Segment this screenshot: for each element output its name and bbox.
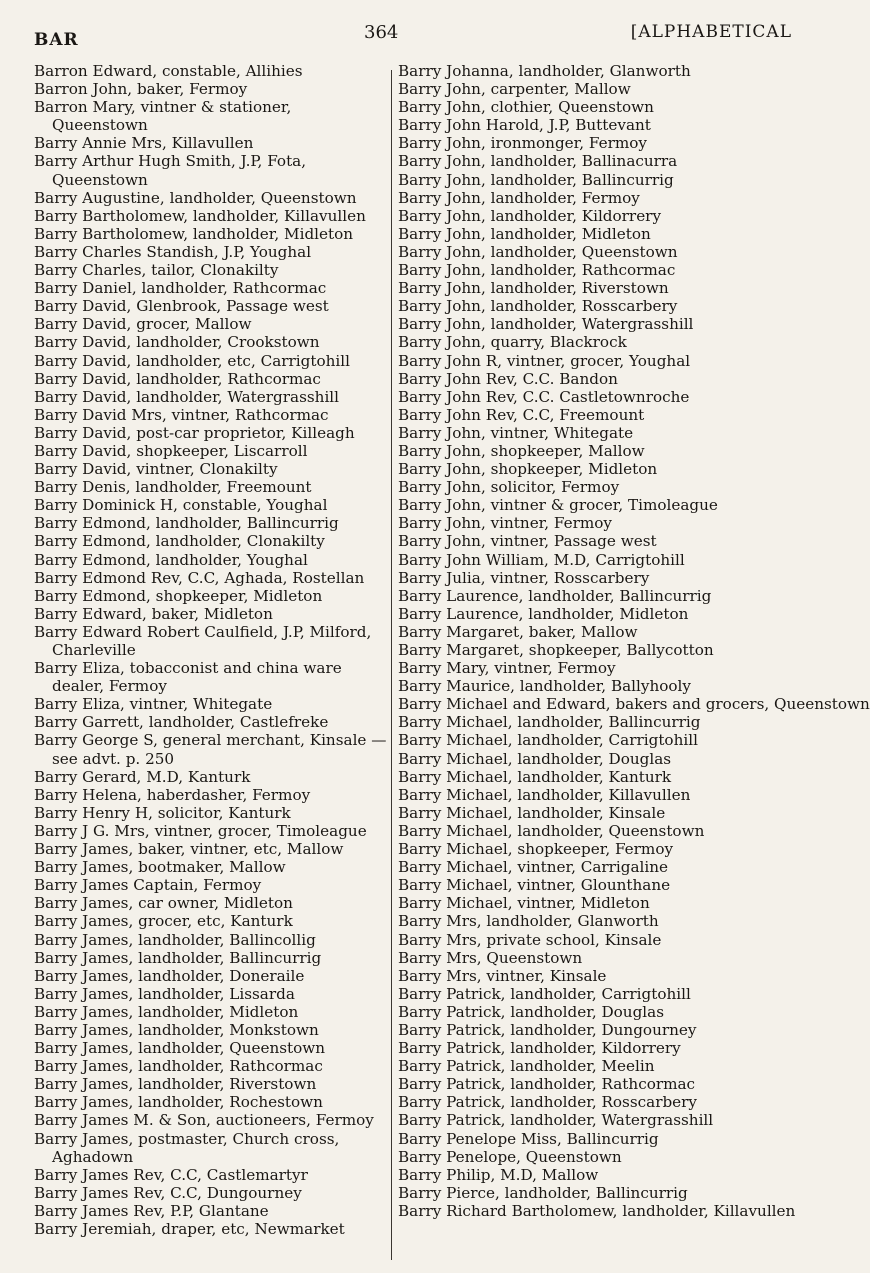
directory-entry: Barry Michael, landholder, Kinsale — [398, 803, 666, 822]
directory-entry: Barry John, shopkeeper, Mallow — [398, 441, 645, 460]
directory-entry: Barry James, postmaster, Church cross, Aghadown — [34, 1129, 340, 1166]
directory-entry: Barry John, clothier, Queenstown — [398, 98, 654, 117]
directory-entry: Barry Michael, landholder, Ballincurrig — [398, 713, 701, 732]
directory-entry: Barry John, quarry, Blackrock — [398, 333, 627, 352]
directory-entry: Barry Edmond, landholder, Ballincurrig — [34, 514, 339, 533]
directory-entry: Barry James, landholder, Riverstown — [34, 1075, 317, 1094]
directory-entry: Barry Bartholomew, landholder, Killavullen — [34, 206, 366, 225]
directory-entry: Barry Michael, landholder, Queenstown — [398, 821, 705, 840]
directory-entry: Barry James M. & Son, auctioneers, Fermoy — [34, 1111, 374, 1130]
directory-entry: Barry Charles, tailor, Clonakilty — [34, 261, 279, 280]
directory-entry: Barry James, car owner, Midleton — [34, 894, 293, 913]
directory-entry: Barry Johanna, landholder, Glanworth — [398, 62, 691, 80]
directory-entry: Barry John, vintner, Passage west — [398, 532, 657, 551]
directory-entry: Barry Patrick, landholder, Douglas — [398, 1002, 665, 1021]
directory-entry: Barry Michael, landholder, Kanturk — [398, 767, 672, 786]
directory-entry: Barry James, landholder, Lissarda — [34, 984, 295, 1003]
directory-entry: Barry Patrick, landholder, Rathcormac — [398, 1075, 696, 1094]
directory-entry: Barry James, landholder, Doneraile — [34, 966, 305, 985]
directory-entry: Barry David, landholder, Rathcormac — [34, 369, 321, 388]
directory-entry: Barry Michael, vintner, Glounthane — [398, 876, 671, 895]
directory-entry: Barry Patrick, landholder, Meelin — [398, 1057, 655, 1076]
directory-entry: Barry David, post-car proprietor, Killeagh — [34, 423, 355, 442]
directory-entry: Barry John R, vintner, grocer, Youghal — [398, 351, 691, 370]
directory-entry: Barry Dominick H, constable, Youghal — [34, 496, 328, 515]
directory-entry: Barry Michael, landholder, Killavullen — [398, 785, 691, 804]
directory-entry: Barry John Rev, C.C. Castletownroche — [398, 387, 690, 406]
right-column — [398, 62, 870, 1220]
directory-entry: Barry George S, general merchant, Kinsale —see advt. p. 250 — [34, 731, 387, 768]
directory-entry: Barry Patrick, landholder, Kildorrery — [398, 1039, 681, 1058]
directory-entry: Barry Laurence, landholder, Midleton — [398, 604, 689, 623]
directory-entry: Barry James Rev, P.P, Glantane — [34, 1201, 269, 1220]
directory-entry: Barry John, carpenter, Mallow — [398, 80, 631, 99]
directory-entry: Barry Eliza, vintner, Whitegate — [34, 695, 273, 714]
directory-entry: Barry David, shopkeeper, Liscarroll — [34, 441, 308, 460]
directory-entry: Barry Michael and Edward, bakers and grocers, Queenstown — [398, 695, 870, 714]
directory-entry: Barry John, landholder, Midleton — [398, 224, 651, 243]
directory-entry: Barry John, vintner & grocer, Timoleague — [398, 496, 718, 515]
directory-entry: Barry Edmond, shopkeeper, Midleton — [34, 586, 323, 605]
directory-entry: Barry James Captain, Fermoy — [34, 876, 262, 895]
directory-entry: Barry Edward, baker, Midleton — [34, 604, 273, 623]
directory-entry: Barry John, landholder, Rosscarbery — [398, 297, 678, 316]
header-category-label: [ALPHABETICAL — [630, 22, 792, 42]
directory-entry: Barry Maurice, landholder, Ballyhooly — [398, 677, 691, 696]
directory-entry: Barry John Rev, C.C. Bandon — [398, 369, 618, 388]
directory-entry: Barry Michael, landholder, Douglas — [398, 749, 672, 768]
directory-entry: Barry Michael, vintner, Carrigaline — [398, 858, 669, 877]
directory-entry: Barry James, landholder, Monkstown — [34, 1020, 319, 1039]
directory-entry: Barry Michael, shopkeeper, Fermoy — [398, 840, 674, 859]
directory-entry: Barry James, bootmaker, Mallow — [34, 858, 286, 877]
directory-entry: Barry John, ironmonger, Fermoy — [398, 134, 647, 153]
left-column — [34, 62, 390, 1238]
directory-entry: Barry Edmond Rev, C.C, Aghada, Rostellan — [34, 568, 365, 587]
directory-entry: Barry John, landholder, Fermoy — [398, 188, 640, 207]
directory-entry: Barry Garrett, landholder, Castlefreke — [34, 713, 329, 732]
directory-entry: Barry James, grocer, etc, Kanturk — [34, 912, 293, 931]
directory-entry: Barry Arthur Hugh Smith, J.P, Fota, Queenstown — [34, 152, 307, 189]
directory-entry: Barry Mrs, Queenstown — [398, 948, 583, 967]
directory-entry: Barry David, landholder, etc, Carrigtohill — [34, 351, 350, 370]
directory-entry: Barry Mrs, vintner, Kinsale — [398, 966, 607, 985]
directory-entry: Barry Patrick, landholder, Rosscarbery — [398, 1093, 698, 1112]
directory-entry: Barry Gerard, M.D, Kanturk — [34, 767, 251, 786]
directory-entry: Barry Jeremiah, draper, etc, Newmarket — [34, 1220, 345, 1238]
directory-entry: Barry Edward Robert Caulfield, J.P, Milford, Charleville — [34, 622, 372, 659]
directory-entry: Barry Philip, M.D, Mallow — [398, 1165, 599, 1184]
directory-entry: Barry Annie Mrs, Killavullen — [34, 134, 254, 153]
header-section-label: BAR — [34, 30, 79, 50]
directory-entry: Barry Margaret, shopkeeper, Ballycotton — [398, 641, 714, 659]
page-number: 364 — [364, 22, 399, 43]
directory-entry: Barry Pierce, landholder, Ballincurrig — [398, 1183, 688, 1202]
directory-entry: Barry John, vintner, Fermoy — [398, 514, 613, 533]
directory-entry: Barry John, landholder, Rathcormac — [398, 261, 676, 280]
directory-entry: Barry John, landholder, Riverstown — [398, 279, 669, 298]
directory-entry: Barry Mrs, private school, Kinsale — [398, 930, 662, 949]
directory-entry: Barry Patrick, landholder, Carrigtohill — [398, 984, 691, 1003]
directory-entry: Barry Mrs, landholder, Glanworth — [398, 912, 659, 931]
directory-entry: Barry John, shopkeeper, Midleton — [398, 460, 658, 479]
directory-entry: Barry David, grocer, Mallow — [34, 315, 252, 334]
directory-entry: Barry John Rev, C.C, Freemount — [398, 405, 645, 424]
directory-entry: Barry Penelope Miss, Ballincurrig — [398, 1129, 659, 1148]
directory-entry: Barry James Rev, C.C, Dungourney — [34, 1183, 302, 1202]
directory-entry: Barry Richard Bartholomew, landholder, Killavullen — [398, 1201, 796, 1220]
directory-entry: Barron John, baker, Fermoy — [34, 80, 248, 99]
directory-entry: Barry James, landholder, Queenstown — [34, 1039, 326, 1058]
directory-entry: Barry David, landholder, Crookstown — [34, 333, 320, 352]
directory-entry: Barry James, landholder, Rathcormac — [34, 1057, 323, 1076]
directory-entry: Barry Bartholomew, landholder, Midleton — [34, 224, 354, 243]
directory-entry: Barry Michael, vintner, Midleton — [398, 894, 650, 913]
directory-entry: Barry Edmond, landholder, Youghal — [34, 550, 308, 569]
column-divider — [391, 70, 392, 1260]
directory-entry: Barry Daniel, landholder, Rathcormac — [34, 279, 327, 298]
directory-entry: Barry J G. Mrs, vintner, grocer, Timoleague — [34, 821, 367, 840]
directory-entry: Barry James, landholder, Rochestown — [34, 1093, 323, 1112]
directory-entry: Barry John, landholder, Ballincurrig — [398, 170, 674, 189]
directory-entry: Barry James, landholder, Ballincurrig — [34, 948, 322, 967]
directory-entry: Barry John, landholder, Ballinacurra — [398, 152, 678, 171]
directory-entry: Barry David Mrs, vintner, Rathcormac — [34, 405, 329, 424]
directory-entry: Barry James, landholder, Ballincollig — [34, 930, 316, 949]
directory-entry: Barry Penelope, Queenstown — [398, 1147, 622, 1166]
directory-entry: Barry Laurence, landholder, Ballincurrig — [398, 586, 712, 605]
directory-entry: Barry Henry H, solicitor, Kanturk — [34, 803, 291, 822]
directory-entry: Barry John, landholder, Watergrasshill — [398, 315, 694, 334]
directory-entry: Barry John, landholder, Kildorrery — [398, 206, 662, 225]
directory-entry: Barry Patrick, landholder, Watergrasshill — [398, 1111, 714, 1130]
directory-entry: Barry David, vintner, Clonakilty — [34, 460, 278, 479]
directory-entry: Barry Margaret, baker, Mallow — [398, 622, 638, 641]
directory-entry: Barry John Harold, J.P, Buttevant — [398, 116, 651, 135]
directory-entry: Barry Augustine, landholder, Queenstown — [34, 188, 357, 207]
directory-entry: Barry James, landholder, Midleton — [34, 1002, 299, 1021]
directory-entry: Barry Charles Standish, J.P, Youghal — [34, 242, 312, 261]
directory-entry: Barron Mary, vintner & stationer, Queenstown — [34, 98, 292, 135]
directory-entry: Barry James Rev, C.C, Castlemartyr — [34, 1165, 308, 1184]
directory-entry: Barry John William, M.D, Carrigtohill — [398, 550, 685, 569]
directory-entry: Barry John, vintner, Whitegate — [398, 423, 634, 442]
directory-entry: Barron Edward, constable, Allihies — [34, 62, 303, 80]
directory-entry: Barry James, baker, vintner, etc, Mallow — [34, 840, 344, 859]
directory-entry: Barry John, landholder, Queenstown — [398, 242, 678, 261]
directory-entry: Barry Mary, vintner, Fermoy — [398, 659, 616, 678]
directory-entry: Barry Edmond, landholder, Clonakilty — [34, 532, 325, 551]
directory-entry: Barry Helena, haberdasher, Fermoy — [34, 785, 311, 804]
directory-entry: Barry Patrick, landholder, Dungourney — [398, 1020, 697, 1039]
directory-entry: Barry Michael, landholder, Carrigtohill — [398, 731, 698, 750]
directory-entry: Barry Julia, vintner, Rosscarbery — [398, 568, 650, 587]
directory-entry: Barry David, Glenbrook, Passage west — [34, 297, 329, 316]
directory-entry: Barry Denis, landholder, Freemount — [34, 478, 312, 497]
directory-entry: Barry John, solicitor, Fermoy — [398, 478, 620, 497]
page-header — [34, 22, 792, 52]
directory-entry: Barry Eliza, tobacconist and china ware dealer, Fermoy — [34, 659, 342, 696]
directory-entry: Barry David, landholder, Watergrasshill — [34, 387, 340, 406]
